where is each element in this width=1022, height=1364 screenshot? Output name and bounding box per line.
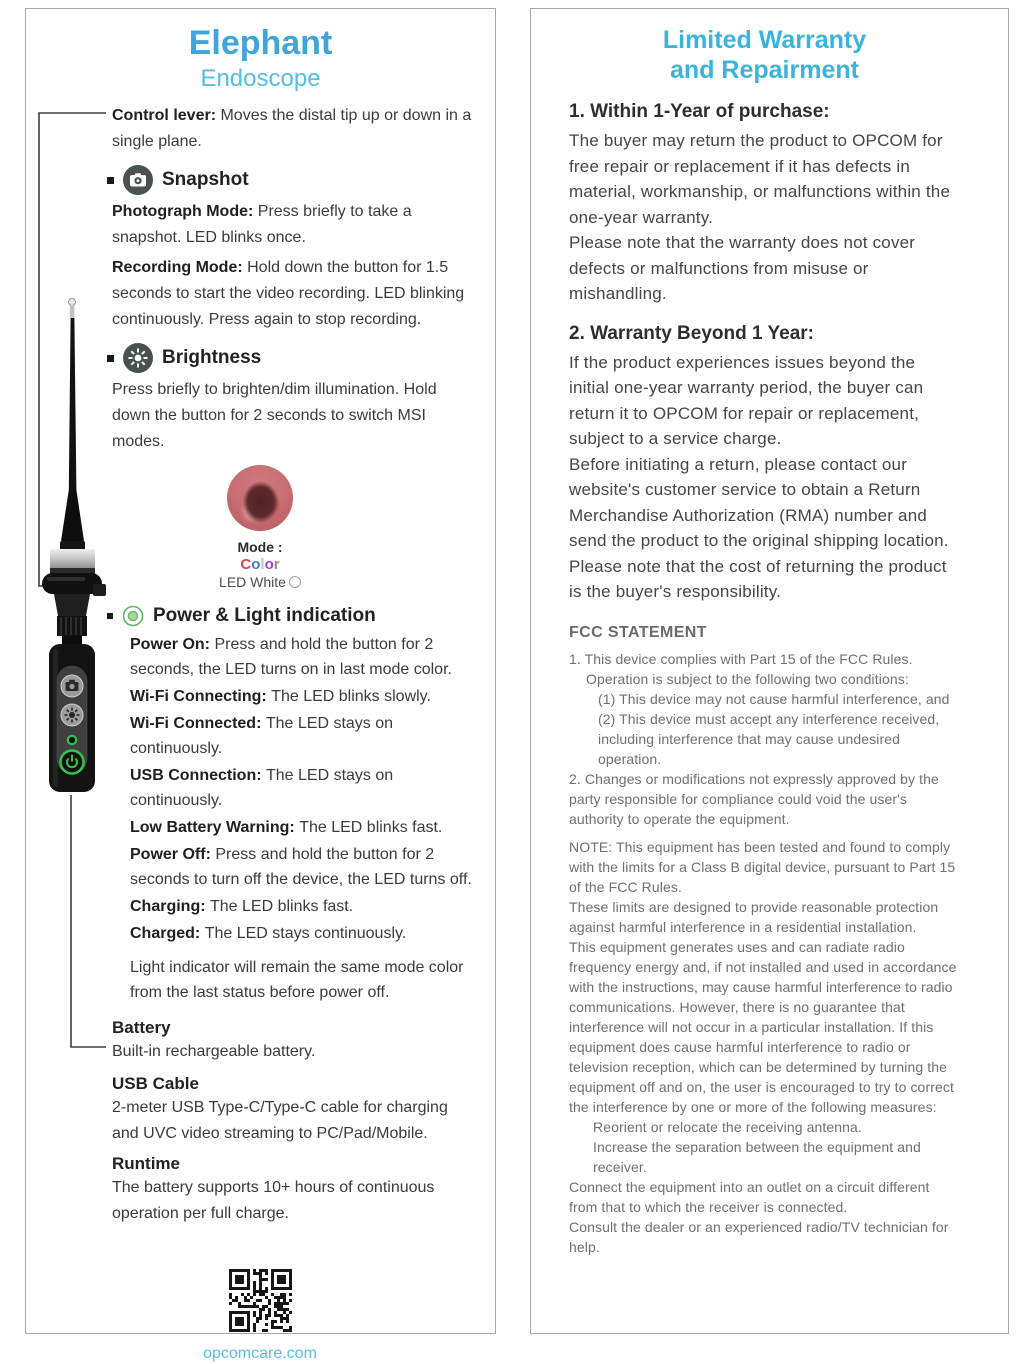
- qr-block: [200, 1269, 320, 1364]
- runtime-description: The battery supports 10+ hours of continuous operation per full charge.: [112, 1179, 435, 1222]
- product-info-panel: [25, 8, 496, 1362]
- wifi-connected-item: Wi-Fi Connected: The LED stays on continuously.: [130, 715, 394, 757]
- power-on-item: Power On: Press and hold the button for 2 seconds, the LED turns on in last mode color.: [130, 636, 452, 678]
- fcc-note-paragraph1: NOTE: This equipment has been tested and found to comply with the limits for a Class B digital device, pursuant to Part 15 of the FCC Rules.: [569, 838, 956, 895]
- fcc-tail-paragraph1: Connect the equipment into an outlet on a circuit different from that to which the receiver is connected.: [569, 1178, 930, 1215]
- endoscope-device-illustration: [36, 294, 126, 804]
- warranty-section2-heading: 2. Warranty Beyond 1 Year:: [569, 322, 814, 344]
- fcc-heading: FCC STATEMENT: [569, 623, 707, 641]
- warranty-title: Limited Warranty and Repairment: [662, 26, 867, 84]
- brightness-button: [61, 704, 83, 726]
- fcc-measure-2: Increase the separation between the equipment and receiver.: [593, 1138, 921, 1175]
- square-bullet-icon: [107, 177, 114, 184]
- brightness-description: Press briefly to brighten/dim illumination. Hold down the button for 2 seconds to switch MSI modes.: [112, 381, 437, 450]
- charged-item: Charged: The LED stays continuously.: [130, 925, 407, 942]
- control-lever-label: Control lever:: [112, 107, 217, 124]
- endoscope-view-image: [227, 465, 293, 531]
- brightness-heading: Brightness: [107, 343, 475, 373]
- fcc-tail-paragraph2: Consult the dealer or an experienced radio/TV technician for help.: [569, 1218, 949, 1255]
- fcc-item1-line2: Operation is subject to the following two conditions:: [586, 670, 909, 687]
- snapshot-heading: Snapshot: [107, 165, 475, 195]
- warranty-section1-heading: 1. Within 1-Year of purchase:: [569, 101, 830, 122]
- battery-heading: Battery: [112, 1018, 171, 1037]
- fcc-measure-1: Reorient or relocate the receiving antenna.: [593, 1118, 862, 1135]
- probe-shaft: [69, 318, 77, 490]
- qr-code: [229, 1269, 292, 1332]
- warranty-panel: [530, 8, 1009, 1334]
- light-indicator-note: Light indicator will remain the same mode color from the last status before power off.: [130, 959, 464, 1001]
- fcc-item1-line1: 1. This device complies with Part 15 of the FCC Rules.: [569, 650, 913, 667]
- runtime-heading: Runtime: [112, 1154, 180, 1173]
- photograph-mode-description: Photograph Mode: Press briefly to take a snapshot. LED blinks once.: [112, 203, 412, 246]
- power-button: [61, 751, 84, 774]
- power-light-heading: Power & Light indication: [107, 605, 475, 627]
- product-subtitle: Endoscope: [200, 65, 321, 92]
- mode-caption-label: Mode :: [237, 539, 283, 555]
- led-white-circle-icon: [289, 576, 301, 588]
- mode-color-word: Color: [240, 556, 280, 573]
- power-off-item: Power Off: Press and hold the button for 2 seconds to turn off the device, the LED turns off.: [130, 846, 472, 888]
- probe-cone: [61, 490, 84, 541]
- fcc-item2: 2. Changes or modifications not expressly approved by the party responsible for compliance could void the user's authority to operate the equipment.: [569, 770, 939, 827]
- probe-tip: [69, 299, 76, 306]
- product-title: Elephant: [188, 24, 333, 62]
- led-white-caption: LED White: [200, 574, 320, 591]
- fcc-note-paragraph2: These limits are designed to provide reasonable protection against harmful interference in a residential installation.: [569, 898, 939, 935]
- mode-figure: [200, 465, 320, 591]
- warranty-section1-paragraph2: Please note that the warranty does not cover defects or malfunctions from misuse or mishandling.: [569, 233, 916, 303]
- wifi-connecting-item: Wi-Fi Connecting: The LED blinks slowly.: [130, 688, 431, 705]
- led-indicator: [68, 736, 76, 744]
- usb-cable-description: 2-meter USB Type-C/Type-C cable for charging and UVC video streaming to PC/Pad/Mobile.: [112, 1099, 448, 1142]
- control-lever-description: Control lever: Moves the distal tip up or down in a single plane.: [112, 107, 472, 150]
- warranty-section2-paragraph2: Before initiating a return, please contact our website's customer service to obtain a Return Merchandise Authorization (RMA) number and send the product to the original shipping location. Please note that the cost of returning the product is the buyer's responsibility.: [569, 454, 949, 601]
- brightness-sun-icon: [123, 343, 153, 373]
- recording-mode-description: Recording Mode: Hold down the button for 1.5 seconds to start the video recording. LED blinking continuously. Press again to stop recording.: [112, 259, 465, 328]
- fcc-note-paragraph3: This equipment generates uses and can radiate radio frequency energy and, if not installed and used in accordance with the instructions, may cause harmful interference to radio communications. However, there is no guarantee that interference will not occur in a particular installation. If this equipment does cause harmful interference to radio or television reception, which can be determined by turning the equipment off and on, the user is encouraged to try to correct the interference by one or more of the following measures:: [569, 938, 957, 1115]
- battery-description: Built-in rechargeable battery.: [112, 1043, 316, 1060]
- charging-item: Charging: The LED blinks fast.: [130, 898, 354, 915]
- usb-connection-item: USB Connection: The LED stays on continuously.: [130, 767, 394, 809]
- usb-cable-heading: USB Cable: [112, 1074, 199, 1093]
- fcc-item1-conditions: (1) This device may not cause harmful interference, and (2) This device must accept any interference received, including interference that may cause undesired operation.: [598, 690, 950, 767]
- warranty-section1-paragraph1: The buyer may return the product to OPCOM for free repair or replacement if it has defects in material, workmanship, or malfunctions within the one-year warranty.: [569, 131, 951, 227]
- website-url: opcomcare.com: [203, 1345, 317, 1362]
- warranty-section2-paragraph1: If the product experiences issues beyond the initial one-year warranty period, the buyer can return it to OPCOM for repair or replacement, subject to a service charge.: [569, 352, 924, 448]
- low-battery-item: Low Battery Warning: The LED blinks fast.: [130, 819, 443, 836]
- camera-icon: [123, 165, 153, 195]
- camera-button: [61, 675, 83, 697]
